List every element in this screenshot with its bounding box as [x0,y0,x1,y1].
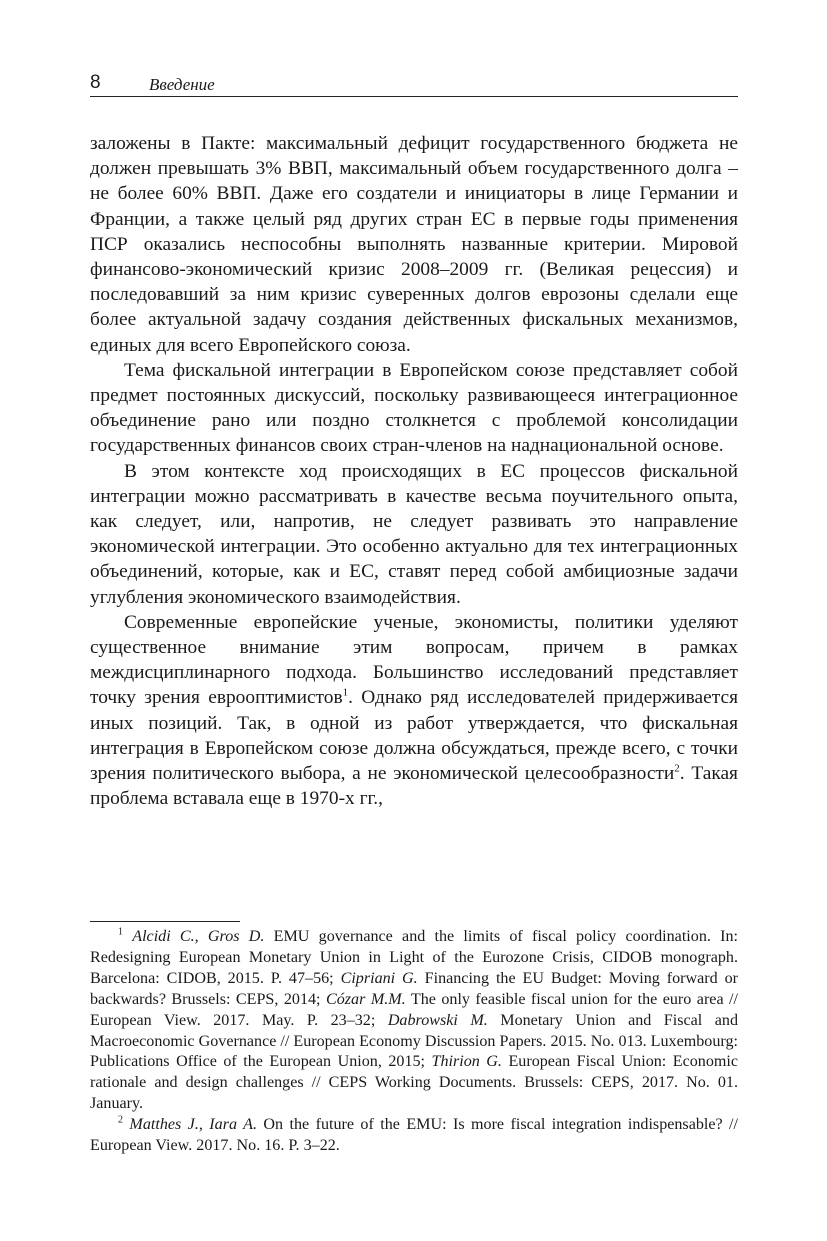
footnote-author: Cózar M.M. [326,990,406,1008]
footnote-text: EMU governance and the limits of fiscal policy coordination. In: Redesigning European Monetary Union in Light of the Eurozone Crisis, CIDOB monograph. Barcelona: CIDOB, 2015. P. 47–56; [90,928,738,987]
paragraph-text: . Однако ряд исследователей придерживается иных позиций. Так, в одной из работ утверждается, что фискальная интеграция в Европейском союзе должна обсуждаться, прежде всего, с точки зрения политического выбора, а не экономической целесообразности [90,687,739,785]
footnote-reference[interactable]: 1 [342,687,349,699]
paragraph-text: . Такая проблема вставала еще в 1970-х гг., [90,763,738,810]
running-title: Введение [149,75,215,94]
footnote-text: Financing the EU Budget: Moving forward or backwards? Brussels: CEPS, 2014; [90,969,738,1008]
footnote-author: Dabrowski M. [387,1011,488,1029]
footnote-reference[interactable]: 2 [674,762,680,775]
footnote-marker: 2 [118,1114,123,1126]
footnote-text: On the future of the EMU: Is more fiscal integration indispensable? // European View. 2017. No. 16. P. 3–22. [90,1116,739,1155]
paragraph [90,610,738,812]
footnote-text: European Fiscal Union: Economic rationale and design challenges // CEPS Working Documents. Brussels: CEPS, 2017. No. 01. January. [90,1053,739,1113]
footnote-author: Matthes J., Iara A. [129,1116,257,1134]
footnote-author: Thirion G. [431,1053,502,1071]
paragraph: Тема фискальной интеграции в Европейском союзе представляет собой предмет постоянных дискуссий, поскольку развивающееся интеграционное объединение рано или поздно столкнется с проблемой консолидации государственных финансов своих стран-членов на наднациональной основе. [90,359,738,457]
footnote-text: Monetary Union and Fiscal and Macroeconomic Governance // European Economy Discussion Papers. 2015. No. 013. Luxembourg: Publications Office of the European Union, 2015; [90,1011,738,1071]
paragraph: В этом контексте ход происходящих в ЕС процессов фискальной интеграции можно рассматривать в качестве весьма поучительного опыта, как следует, или, напротив, не следует развивать это направление экономической интеграции. Это особенно актуально для тех интеграционных объединений, которые, как и ЕС, ставят перед собой амбициозные задачи углубления экономического взаимодействия. [90,460,738,608]
footnote-author: Cipriani G. [340,969,418,987]
footnote-1 [90,927,738,1115]
main-text [90,131,738,811]
page-header [90,74,738,97]
footnotes [90,927,738,1157]
footnote-author: Alcidi C., Gros D. [132,928,265,945]
footnote-marker: 1 [118,926,123,938]
footnote-text: The only feasible fiscal union for the euro area // European View. 2017. May. P. 23–32; [90,990,738,1029]
page-number: 8 [90,72,101,93]
paragraph-text: Современные европейские ученые, экономисты, политики уделяют существенное внимание этим вопросам, причем в рамках междисциплинарного подхода. Большинство исследований представляет точку зрения еврооптимистов [90,611,738,709]
footnote-2 [90,1115,738,1157]
footnote-divider [90,921,240,922]
paragraph: заложены в Пакте: максимальный дефицит государственного бюджета не должен превышать 3% ВВП, максимальный объем государственного долга – не более 60% ВВП. Даже его создатели и инициаторы в лице Германии и Франции, а также целый ряд других стран ЕС в первые годы применения ПСР оказались неспособны выполнять названные критерии. Мировой финансово-экономический кризис 2008–2009 гг. (Великая рецессия) и последовавший за ним кризис суверенных долгов еврозоны сделали еще более актуальной задачу создания действенных фискальных механизмов, единых для всего Европейского союза. [90,133,738,356]
